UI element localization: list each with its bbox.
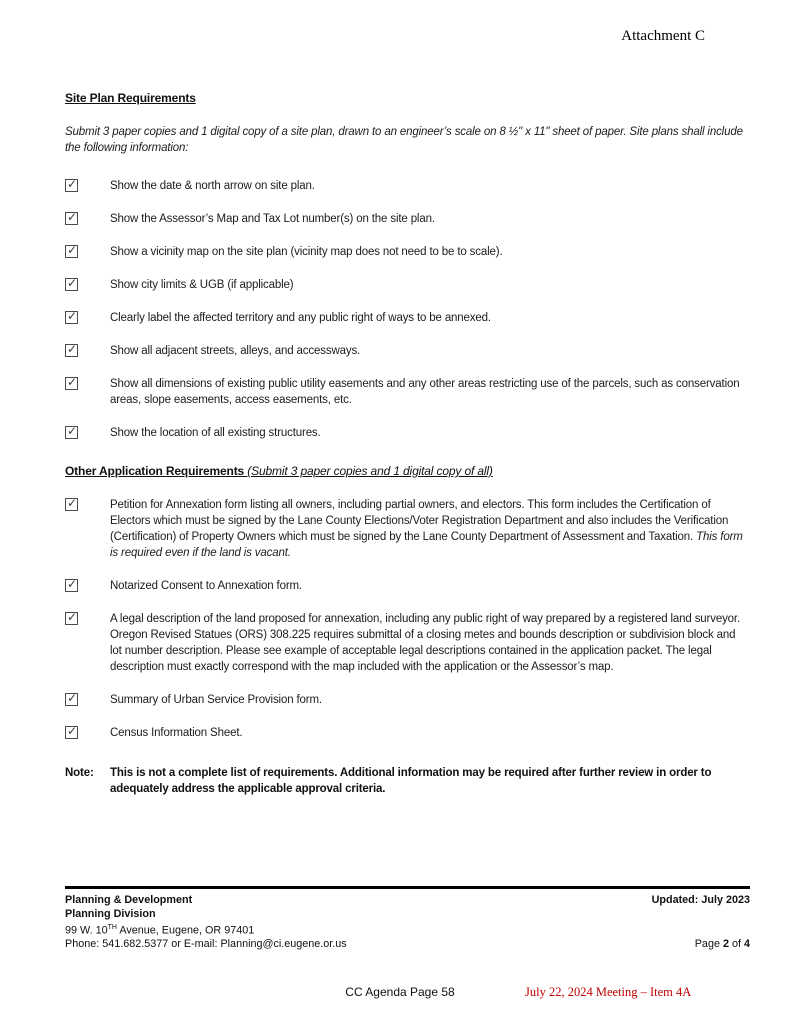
checklist-item: [65, 178, 750, 194]
checklist-item-text: [110, 578, 750, 594]
check-mark-icon: ✓: [67, 177, 78, 191]
checklist-item-text: Show a vicinity map on the site plan (vicinity map does not need to be to scale).: [110, 246, 503, 258]
checked-checkbox-icon[interactable]: [65, 179, 78, 192]
checklist-item: [65, 277, 750, 293]
agenda-stamp-row: [0, 985, 800, 1003]
site-plan-requirements-heading: Site Plan Requirements: [65, 91, 196, 105]
checklist-item-text: [110, 497, 750, 561]
check-mark-icon: ✓: [67, 691, 78, 705]
check-mark-icon: ✓: [67, 276, 78, 290]
check-mark-icon: ✓: [67, 375, 78, 389]
other-requirements-heading-note: (Submit 3 paper copies and 1 digital copy of all): [244, 464, 493, 478]
checklist-item-text: [110, 611, 750, 675]
checklist-item: [65, 611, 750, 675]
checked-checkbox-icon[interactable]: [65, 579, 78, 592]
checked-checkbox-icon[interactable]: [65, 726, 78, 739]
checklist-item-text: Show all adjacent streets, alleys, and accessways.: [110, 345, 361, 357]
site-plan-intro: Submit 3 paper copies and 1 digital copy of a site plan, drawn to an engineer’s scale on 8 ½" x 11" sheet of paper. Site plans shall include the following information:: [65, 126, 743, 154]
footer-division: Planning Division: [65, 907, 156, 920]
footer-org-name: Planning & Development: [65, 894, 193, 906]
note-text: This is not a complete list of requirements. Additional information may be required after further review in order to adequately address the applicable approval criteria.: [110, 767, 712, 795]
checked-checkbox-icon[interactable]: [65, 612, 78, 625]
checklist-item-text: Show the date & north arrow on site plan.: [110, 180, 315, 192]
checked-checkbox-icon[interactable]: [65, 426, 78, 439]
checklist-item-text: Show all dimensions of existing public utility easements and any other areas restricting use of the parcels, such as conservation areas, slope easements, access easements, etc.: [110, 378, 740, 406]
item-text-italic: This form is required even if the land is vacant.: [110, 531, 743, 559]
item-text-regular: Census Information Sheet.: [110, 727, 243, 739]
checklist-item: [65, 343, 750, 359]
check-mark-icon: ✓: [67, 496, 78, 510]
checklist-item-text: Clearly label the affected territory and any public right of ways to be annexed.: [110, 312, 491, 324]
footer-page-number: Page 2 of 4: [694, 938, 750, 951]
item-text-regular: Petition for Annexation form listing all owners, including partial owners, and electors. This form includes the Certification of Electors which must be signed by the Lane County Elections/Voter Registration Department and also includes the Verification (Certification) of Property Owners which must be signed by the Lane County Department of Assessment and Taxation.: [110, 499, 729, 543]
checked-checkbox-icon[interactable]: [65, 245, 78, 258]
checklist-item: [65, 211, 750, 227]
footer-contact: Phone: 541.682.5377 or E-mail: Planning@ci.eugene.or.us: [65, 938, 347, 951]
checklist-item: [65, 692, 750, 708]
checked-checkbox-icon[interactable]: [65, 498, 78, 511]
check-mark-icon: ✓: [67, 610, 78, 624]
check-mark-icon: ✓: [67, 577, 78, 591]
checklist-item: [65, 725, 750, 741]
check-mark-icon: ✓: [67, 243, 78, 257]
footer-address: 99 W. 10TH Avenue, Eugene, OR 97401: [65, 924, 255, 937]
checked-checkbox-icon[interactable]: [65, 377, 78, 390]
checked-checkbox-icon[interactable]: [65, 693, 78, 706]
checklist-item: [65, 425, 750, 441]
checklist-item-text: [110, 692, 750, 708]
meeting-item-label: July 22, 2024 Meeting – Item 4A: [525, 985, 692, 999]
checked-checkbox-icon[interactable]: [65, 311, 78, 324]
checked-checkbox-icon[interactable]: [65, 212, 78, 225]
attachment-label: Attachment C: [621, 28, 705, 44]
checklist-item: [65, 376, 750, 408]
other-requirements-heading: [65, 463, 750, 479]
cc-agenda-page-label: CC Agenda Page 58: [345, 985, 455, 999]
checklist-item-text: Show the Assessor’s Map and Tax Lot number(s) on the site plan.: [110, 213, 435, 225]
page-footer: [65, 886, 750, 952]
checklist-item-text: Show city limits & UGB (if applicable): [110, 279, 294, 291]
checklist-item-text: Show the location of all existing structures.: [110, 427, 321, 439]
check-mark-icon: ✓: [67, 342, 78, 356]
check-mark-icon: ✓: [67, 309, 78, 323]
note-block: [65, 765, 750, 797]
item-text-regular: Notarized Consent to Annexation form.: [110, 580, 302, 592]
address-ordinal-superscript: TH: [107, 924, 117, 931]
footer-divider: [65, 886, 750, 889]
checked-checkbox-icon[interactable]: [65, 344, 78, 357]
checklist-item: [65, 310, 750, 326]
check-mark-icon: ✓: [67, 424, 78, 438]
checklist-item: [65, 578, 750, 594]
note-label: Note:: [65, 767, 94, 779]
check-mark-icon: ✓: [67, 210, 78, 224]
footer-meta-block: [652, 894, 750, 952]
item-text-regular: A legal description of the land proposed for annexation, including any public right of way prepared by a registered land surveyor. Oregon Revised Statues (ORS) 308.225 requires submittal of a closing metes and bounds description or subdivision block and lot number description. Please see example of acceptable legal descriptions contained in the application packet. The legal description must exactly correspond with the map included with the application or the Assessor’s map.: [110, 613, 741, 673]
checklist-item: [65, 244, 750, 260]
footer-org-block: [65, 894, 347, 952]
checked-checkbox-icon[interactable]: [65, 278, 78, 291]
checklist-item: [65, 497, 750, 561]
item-text-regular: Summary of Urban Service Provision form.: [110, 694, 322, 706]
checklist-item-text: [110, 725, 750, 741]
check-mark-icon: ✓: [67, 724, 78, 738]
other-requirements-heading-title: Other Application Requirements: [65, 464, 245, 478]
footer-updated-label: Updated: July 2023: [651, 894, 750, 906]
document-body: [65, 90, 750, 797]
